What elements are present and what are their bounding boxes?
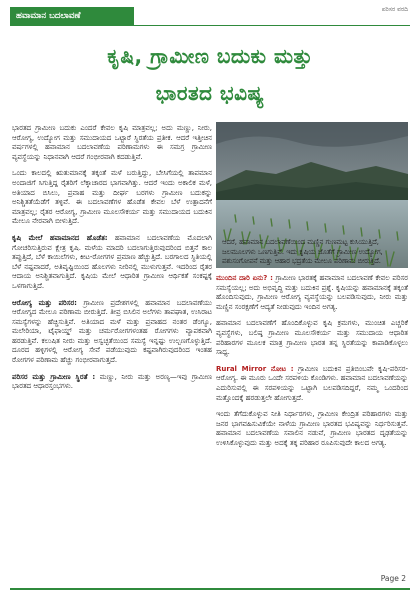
left-column <box>12 124 212 399</box>
section-tag: ಹವಾಮಾನ ಬದಲಾವಣೆ <box>10 7 134 25</box>
section-heading: ಕೃಷಿ ಮೇಲೆ ಹವಾಮಾನದ ಹೊಡೆತ: <box>12 233 108 242</box>
section-heading: ಪರಿಸರ ಮತ್ತು ಗ್ರಾಮೀಣ ಸ್ಥಿರತೆ : <box>12 372 96 381</box>
section-way-forward <box>216 274 408 312</box>
header-label: ಪರಿಸರ ವರದಿ <box>381 6 408 13</box>
section-body: ಗ್ರಾಮೀಣ ಪ್ರದೇಶಗಳಲ್ಲಿ ಹವಾಮಾನ ಬದಲಾವಣೆಯು ಆರೋಗ್ಯದ ಮೇಲೂ ಪರಿಣಾಮ ಬೀರುತ್ತಿದೆ. ತೀವ್ರ ಬಿಸಿಲಿನ ಅಲೆಗಳು ತಾಪಘಾತ, ಉಸಿರಾಟ ಸಮಸ್ಯೆಗಳನ್ನು ಹೆಚ್ಚಿಸುತ್ತಿವೆ. ಅತಿಯಾದ ಮಳೆ ಮತ್ತು ಪ್ರವಾಹದ ನಂತರ ಡೆಂಗ್ಯೂ, ಮಲೇರಿಯಾ, ಟೈಫಾಯ್ಡ್ ಮತ್ತು ಚರ್ಮರೋಗಗಳಂತಹ ರೋಗಗಳು ವ್ಯಾಪಕವಾಗಿ ಹರಡುತ್ತಿವೆ. ಕಲುಷಿತ ನೀರು ಮತ್ತು ಅಸ್ವಚ್ಛತೆಯಿಂದ ಸಮಸ್ಯೆ ಇನ್ನಷ್ಟು ಉಲ್ಬಣಗೊಳ್ಳುತ್ತಿದೆ. ದೂರದ ಹಳ್ಳಿಗಳಲ್ಲಿ ಆರೋಗ್ಯ ಸೇವೆ ಪಡೆಯುವುದು ಕಷ್ಟವಾಗಿರುವುದರಿಂದ ಇಂತಹ ರೋಗಗಳ ಪರಿಣಾಮ ಹೆಚ್ಚು ಗಂಭೀರವಾಗುತ್ತದೆ. <box>12 298 212 365</box>
section-body: ಹವಾಮಾನ ಬದಲಾವಣೆಯ ಮೊದಲಾಗಿ ಗೋಚರಿಸುತ್ತಿರುವ ಕ್ಷೇತ್ರ ಕೃಷಿ. ಮಳೆಯ ಮಾದರಿ ಬದಲಾಗುತ್ತಿರುವುದರಿಂದ ಬಿತ್ತನೆ ಕಾಲ ತಪ್ಪುತ್ತಿದೆ, ಬೆಳೆ ಕಾಯಿಲೆಗಳು, ಕೀಟ-ರೋಗಗಳ ಪ್ರಮಾಣ ಹೆಚ್ಚುತ್ತಿದೆ. ಬರಗಾಲದ ಸ್ಥಿತಿಯಲ್ಲಿ ಬೆಳೆ ನಷ್ಟವಾದರೆ, ಅತಿವೃಷ್ಟಿಯಿಂದ ಹೊಲಗಳು ನೀರಿನಲ್ಲಿ ಮುಳುಗುತ್ತವೆ. ಇದರಿಂದ ರೈತರ ಆದಾಯ ಅನಿಶ್ಚಿತವಾಗುತ್ತಿದೆ. ಕೃಷಿಯ ಮೇಲೆ ಆಧಾರಿತ ಗ್ರಾಮೀಣ ಆರ್ಥಿಕತೆ ಸಂಕಷ್ಟಕ್ಕೆ ಒಳಗಾಗುತ್ತಿದೆ. <box>12 233 212 290</box>
section-heading: ಆರೋಗ್ಯ ಮತ್ತು ಪರಿಸರ: <box>12 298 77 307</box>
closing-paragraph: ಇಂದು ತೆಗೆದುಕೊಳ್ಳುವ ನೀತಿ ನಿರ್ಧಾರಗಳು, ಗ್ರಾಮೀಣ ಕೇಂದ್ರಿತ ಪರಿಹಾರಗಳು ಮತ್ತು ಜನರ ಭಾಗವಹಿಸುವಿಕೆಯೇ ನಾಳೆಯ ಗ್ರಾಮೀಣ ಭಾರತದ ಭವಿಷ್ಯವನ್ನು ನಿರ್ಧರಿಸುತ್ತವೆ. ಹವಾಮಾನ ಬದಲಾವಣೆಯ ಸವಾಲಿನ ನಡುವೆ, ಗ್ರಾಮೀಣ ಭಾರತದ ದೃಢತೆಯನ್ನು ಉಳಿಸಿಕೊಳ್ಳುವುದು ಮತ್ತು ಅದಕ್ಕೆ ತಕ್ಕ ಪರಿಹಾರ ರೂಪಿಸುವುದೇ ಕಾಲದ ಅಗತ್ಯ. <box>216 410 408 447</box>
rural-mirror-label: Rural Mirror ನೋಟ : <box>216 364 294 373</box>
section-body: ಗ್ರಾಮೀಣ ಭಾರತಕ್ಕೆ ಹವಾಮಾನ ಬದಲಾವಣೆ ಕೇವಲ ಪರಿಸರ ಸಮಸ್ಯೆಯಲ್ಲ; ಅದು ಅಭಿವೃದ್ಧಿ ಮತ್ತು ಬದುಕಿನ ಪ್ರಶ್ನೆ. ಕೃಷಿಯನ್ನು ಹವಾಮಾನಕ್ಕೆ ತಕ್ಕಂತೆ ಹೊಂದಿಸುವುದು, ಗ್ರಾಮೀಣ ಆರೋಗ್ಯ ವ್ಯವಸ್ಥೆಯನ್ನು ಬಲಪಡಿಸುವುದು, ನೀರು ಮತ್ತು ಮಣ್ಣಿನ ಸಂರಕ್ಷಣೆಗೆ ಆದ್ಯತೆ ನೀಡುವುದು ಇಂದಿನ ಅಗತ್ಯ. <box>216 274 408 311</box>
rural-mirror-note <box>216 365 408 403</box>
section-environment <box>12 373 212 392</box>
rural-mirror-body: ಗ್ರಾಮೀಣ ಬದುಕಿನ ಪ್ರತಿಬಿಂಬವೇ ಕೃಷಿ-ಪರಿಸರ-ಆರೋಗ್ಯ. ಈ ಮೂರು ಒಂದೇ ಸರಪಳಿಯ ಕೊಂಡಿಗಳು. ಹವಾಮಾನ ಬದಲಾವಣೆಯನ್ನು ಎದುರಿಸುವಲ್ಲಿ ಈ ಸರಪಳಿಯನ್ನು ಒಟ್ಟಾಗಿ ಬಲಪಡಿಸದಿದ್ದರೆ, ನಮ್ಮ ಒಂದರಿಂದ ಮತ್ತೊಂದಕ್ಕೆ ಹರಡುತ್ತಲೇ ಹೋಗುತ್ತದೆ. <box>216 364 408 402</box>
title-line-2: ಭಾರತದ ಭವಿಷ್ಯ <box>155 81 265 105</box>
title-line-1: ಕೃಷಿ, ಗ್ರಾಮೀಣ ಬದುಕು ಮತ್ತು <box>107 44 313 68</box>
footer-divider <box>10 588 410 590</box>
section-health <box>12 299 212 366</box>
header-divider <box>10 25 410 26</box>
intro-paragraph-2: ಒಂದು ಕಾಲದಲ್ಲಿ ಋತುಮಾನಕ್ಕೆ ತಕ್ಕಂತೆ ಮಳೆ ಬರುತ್ತಿದ್ದು, ಬೇಸಿಗೆಯಲ್ಲಿ ತಾಪಮಾನ ಅಂದಾಜಿಗೆ ಸಿಗುತ್ತಿದ್ದ ರೈತರಿಗೆ ಲೆಕ್ಕಾಚಾರದ ಭಾಗವಾಗಿತ್ತು. ಆದರೆ ಇಂದು ಅಕಾಲಿಕ ಮಳೆ, ಅತಿಯಾದ ಬಿಸಿಲು, ಪ್ರವಾಹ ಮತ್ತು ದೀರ್ಘ ಬರಗಳು ಗ್ರಾಮೀಣ ಬದುಕನ್ನು ಅನಿಶ್ಚಿತತೆಯೆಡೆಗೆ ತಳ್ಳಿವೆ. ಈ ಬದಲಾವಣೆಗಳ ಹೊಡೆತ ಕೇವಲ ಬೆಳೆ ಉತ್ಪಾದನೆಗೆ ಮಾತ್ರವಲ್ಲ; ರೈತರ ಆರೋಗ್ಯ, ಗ್ರಾಮೀಣ ಮೂಲಸೌಕರ್ಯ ಮತ್ತು ಸಮುದಾಯದ ಬದುಕಿನ ಮೇಲೂ ನೇರವಾಗಿ ಬೀಳುತ್ತಿದೆ. <box>12 169 212 226</box>
right-column <box>216 274 408 456</box>
intro-paragraph: ಭಾರತದ ಗ್ರಾಮೀಣ ಬದುಕು ಎಂದರೆ ಕೇವಲ ಕೃಷಿ ಮಾತ್ರವಲ್ಲ; ಅದು ಮಣ್ಣು, ನೀರು, ಆರೋಗ್ಯ, ಉದ್ಯೋಗ ಮತ್ತು ಸಮುದಾಯದ ಒಟ್ಟಾರೆ ಸ್ಥಿರತೆಯ ಪ್ರತೀಕ. ಆದರೆ ಇತ್ತೀಚಿನ ವರ್ಷಗಳಲ್ಲಿ ಹವಾಮಾನ ಬದಲಾವಣೆಯ ಪರಿಣಾಮಗಳು ಈ ಸಮಗ್ರ ಗ್ರಾಮೀಣ ವ್ಯವಸ್ಥೆಯನ್ನು ನಿಧಾನವಾಗಿ ಆದರೆ ಗಂಭೀರವಾಗಿ ಕದಡುತ್ತಿವೆ. <box>12 124 212 161</box>
photo-caption: ಆದರೆ, ಹವಾಮಾನ ಬದಲಾವಣೆಯಿಂದ ಮಣ್ಣಿನ ಗುಣಮಟ್ಟ ಕುಸಿಯುತ್ತಿದೆ, ಜಲಮೂಲಗಳು ಒಣಗುತ್ತಿವೆ. ಇದು ಕೃಷಿಯ ಜೊತೆಗೆ ಗ್ರಾಮೀಣ ಉದ್ಯೋಗ, ಪಶುಸಂಗೋಪನೆ ಮತ್ತು ಆಹಾರ ಭದ್ರತೆಯ ಮೇಲೂ ಪರಿಣಾಮ ಬೀರುತ್ತಿದೆ. <box>222 238 383 266</box>
section-body: ಮಣ್ಣು, ನೀರು ಮತ್ತು ಅರಣ್ಯ—ಇವು ಗ್ರಾಮೀಣ ಭಾರತದ ಆಧಾರಸ್ತಂಭಗಳು. <box>12 372 212 391</box>
page-number: Page 2 <box>380 574 406 583</box>
article-title <box>10 38 410 112</box>
paragraph-adaptation: ಹವಾಮಾನ ಬದಲಾವಣೆಗೆ ಹೊಂದಿಕೊಳ್ಳುವ ಕೃಷಿ ಕ್ರಮಗಳು, ಮುಂಚಿತ ಎಚ್ಚರಿಕೆ ವ್ಯವಸ್ಥೆಗಳು, ಬಲಿಷ್ಠ ಗ್ರಾಮೀಣ ಮೂಲಸೌಕರ್ಯ ಮತ್ತು ಸಮುದಾಯ ಆಧಾರಿತ ಪರಿಹಾರಗಳ ಮೂಲಕ ಮಾತ್ರ ಗ್ರಾಮೀಣ ಭಾರತ ತನ್ನ ಸ್ಥಿರತೆಯನ್ನು ಕಾಪಾಡಿಕೊಳ್ಳಲು ಸಾಧ್ಯ. <box>216 319 408 357</box>
section-agriculture <box>12 234 212 292</box>
section-heading: ಮುಂದಿನ ದಾರಿ ಏನು? : <box>216 274 273 282</box>
